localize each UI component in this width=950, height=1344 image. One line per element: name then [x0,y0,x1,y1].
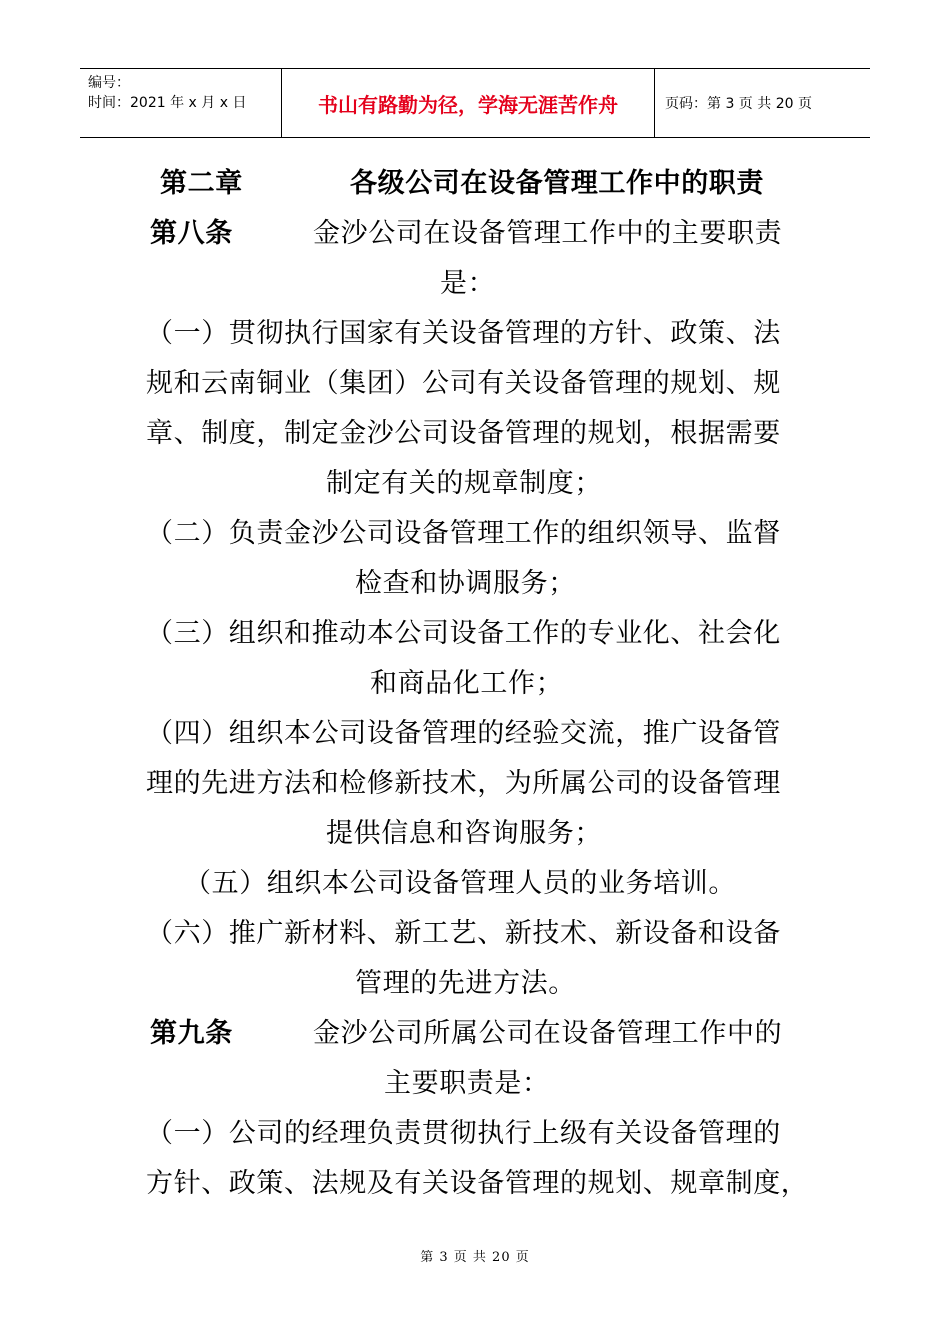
article8-item-line: （六）推广新材料、新工艺、新技术、新设备和设备 [146,918,781,949]
article9-line2: 主要职责是： [384,1068,550,1099]
article8-item-line: （三）组织和推动本公司设备工作的专业化、社会化 [146,618,781,649]
article8-item-line: （二）负责金沙公司设备管理工作的组织领导、监督 [146,518,781,549]
chapter-number: 第二章 [160,168,243,199]
article8-item-line: 制定有关的规章制度； [326,468,602,499]
article8-item-line: 理的先进方法和检修新技术，为所属公司的设备管理 [146,768,781,799]
document-header [80,68,870,138]
article8-item-line: （五）组织本公司设备管理人员的业务培训。 [184,868,736,899]
page-footer: 第 3 页 共 20 页 [420,1250,530,1265]
article8-item-line: （四）组织本公司设备管理的经验交流，推广设备管 [146,718,781,749]
article8-item-line: 和商品化工作； [370,668,564,699]
article8-item-line: 检查和协调服务； [355,568,576,599]
header-meta [80,69,282,137]
article9-line1: 金沙公司所属公司在设备管理工作中的 [313,1018,783,1049]
header-motto: 书山有路勤为径，学海无涯苦作舟 [282,69,655,137]
article8-item-line: 提供信息和咨询服务； [326,818,602,849]
article8-item-line: 章、制度，制定金沙公司设备管理的规划，根据需要 [146,418,781,449]
article8-line2: 是： [440,268,496,299]
time-label: 时间：2021 年 x 月 x 日 [88,95,247,111]
article9-item-line: 方针、政策、法规及有关设备管理的规划、规章制度， [146,1168,809,1199]
article8-item-line: 管理的先进方法。 [355,968,576,999]
article8-number: 第八条 [150,218,233,249]
article9-item-line: （一）公司的经理负责贯彻执行上级有关设备管理的 [146,1118,781,1149]
article8-item-line: 规和云南铜业（集团）公司有关设备管理的规划、规 [146,368,781,399]
article8-item-line: （一）贯彻执行国家有关设备管理的方针、政策、法 [146,318,781,349]
chapter-title: 各级公司在设备管理工作中的职责 [350,168,764,199]
header-page-info: 页码：第 3 页 共 20 页 [665,96,812,112]
article9-number: 第九条 [150,1018,233,1049]
serial-label: 编号： [88,75,130,91]
article8-line1: 金沙公司在设备管理工作中的主要职责 [313,218,783,249]
